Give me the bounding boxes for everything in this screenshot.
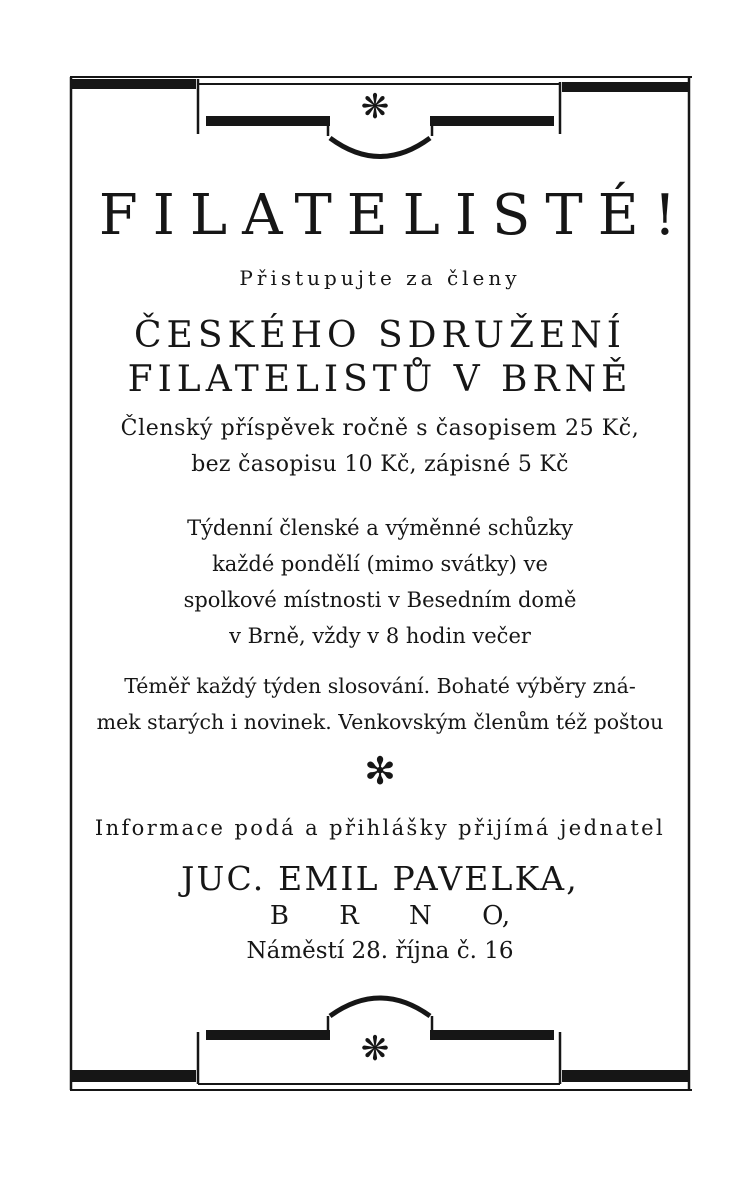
organization-name-line-2: FILATELISTŮ V BRNĚ <box>127 359 633 400</box>
top-star-icon: ❋ <box>360 87 390 127</box>
contact-city: B R N O, <box>269 901 511 931</box>
trade-line: mek starých i novinek. Venkovským členům též poštou <box>96 710 664 734</box>
meeting-line: spolkové místnosti v Besedním domě <box>183 588 577 612</box>
contact-info-line: Informace podá a přihlášky přijímá jednatel <box>94 816 666 840</box>
bottom-star-icon: ❋ <box>360 1029 390 1069</box>
membership-fee-line-1: Členský příspěvek ročně s časopisem 25 Kč, <box>120 416 640 441</box>
poster-subtitle: Přistupujte za členy <box>239 266 521 290</box>
meeting-info <box>60 510 700 654</box>
middle-star-icon: ✻ <box>364 749 396 793</box>
poster-title: FILATELISTÉ! <box>98 183 692 248</box>
contact-name: JUC. EMIL PAVELKA, <box>181 859 579 898</box>
organization-name-line-1: ČESKÉHO SDRUŽENÍ <box>134 315 626 356</box>
trade-info <box>60 668 700 740</box>
trade-line: Téměř každý týden slosování. Bohaté výběry zná- <box>124 674 636 698</box>
meeting-line: v Brně, vždy v 8 hodin večer <box>229 624 531 648</box>
meeting-line: každé pondělí (mimo svátky) ve <box>212 552 548 576</box>
membership-fee-line-2: bez časopisu 10 Kč, zápisné 5 Kč <box>191 452 569 477</box>
contact-address: Náměstí 28. října č. 16 <box>246 938 514 964</box>
meeting-line: Týdenní členské a výměnné schůzky <box>187 516 573 540</box>
